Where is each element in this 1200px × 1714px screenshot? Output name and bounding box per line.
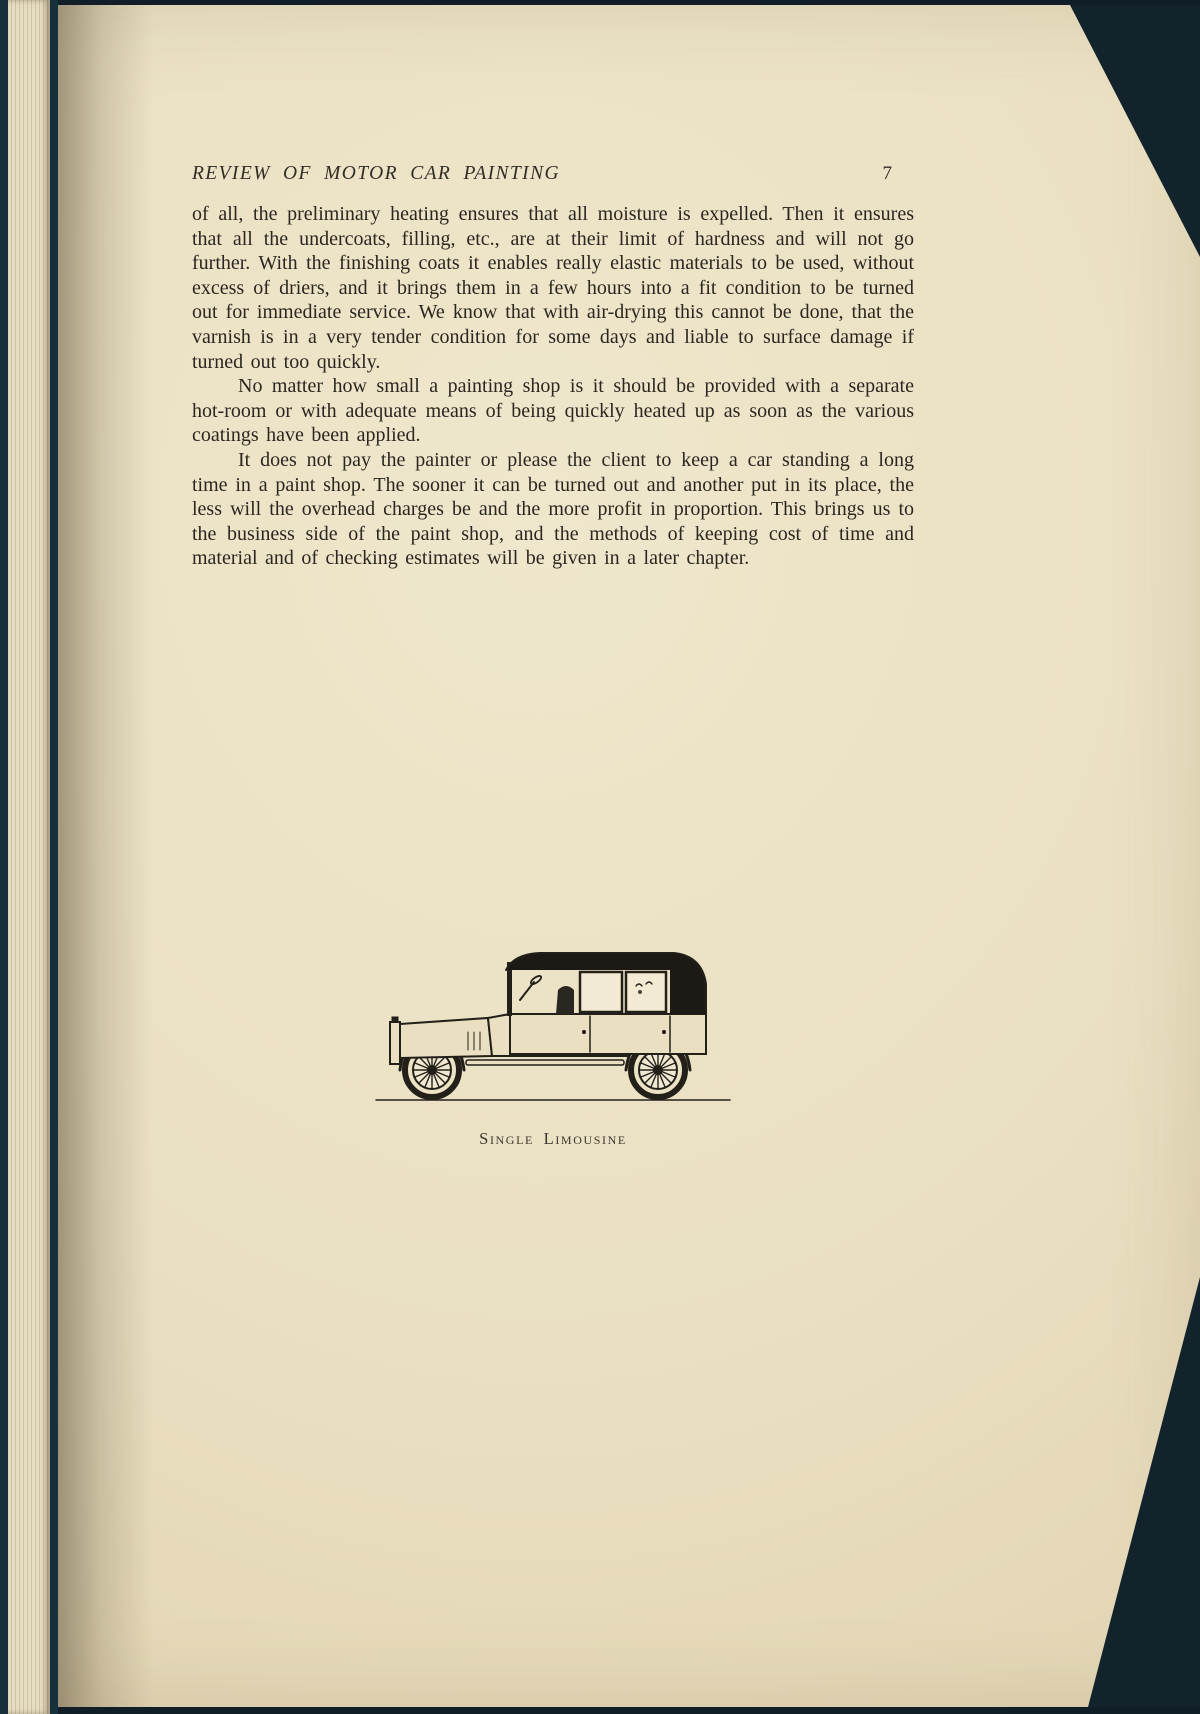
door-handle xyxy=(582,1030,585,1033)
window-rear xyxy=(626,972,666,1012)
hood xyxy=(400,1018,492,1058)
gutter-shadow xyxy=(58,5,153,1707)
cowl xyxy=(488,1014,510,1056)
single-limousine-illustration xyxy=(367,940,739,1108)
cabin-body xyxy=(510,1014,706,1054)
running-title: REVIEW OF MOTOR CAR PAINTING xyxy=(192,163,560,184)
scan-corner-shadow-top-right xyxy=(1070,5,1200,257)
paragraph: No matter how small a painting shop is it should be provided with a separate hot-room or with adequate means of being quickly heated up as soon as the various coatings have been applied. xyxy=(192,375,914,447)
steering-wheel xyxy=(530,974,543,985)
driver-seat xyxy=(556,986,574,1014)
figure-caption: Single Limousine xyxy=(479,1129,627,1148)
radiator xyxy=(390,1022,400,1064)
page-content xyxy=(192,163,914,571)
running-board xyxy=(466,1060,624,1065)
paragraph: It does not pay the painter or please the client to keep a car standing a long time in a paint shop. The sooner it can be turned out and another put in its place, the less will the overhead charges be and the more profit in proportion. This brings us to the business side of the paint shop, and the methods of keeping cost of time and material and of checking estimates will be given in a later chapter. xyxy=(192,448,914,570)
passenger-sketch-dot xyxy=(638,990,642,994)
page-number: 7 xyxy=(882,163,892,184)
running-head xyxy=(192,163,914,185)
radiator-cap xyxy=(392,1017,398,1022)
window-front xyxy=(580,972,622,1012)
paragraph: of all, the preliminary heating ensures that all moisture is expelled. Then it ensures that all the undercoats, filling, etc., are at their limit of hardness and will not go further. With the finishing coats it enables really elastic materials to be used, without excess of driers, and it brings them in a few hours into a fit condition to be turned out for immediate service. We know that with air-drying this cannot be done, that the varnish is in a very tender condition for some days and liable to surface damage if turned out too quickly. xyxy=(192,203,914,373)
book-page xyxy=(58,5,1200,1707)
book-gutter-page-edges xyxy=(0,0,58,1714)
body-text xyxy=(192,202,914,571)
door-handle xyxy=(662,1030,665,1033)
scan-corner-shadow-bottom-right xyxy=(1088,1277,1200,1707)
windshield-frame xyxy=(507,962,512,1016)
figure-plate xyxy=(192,940,914,1149)
